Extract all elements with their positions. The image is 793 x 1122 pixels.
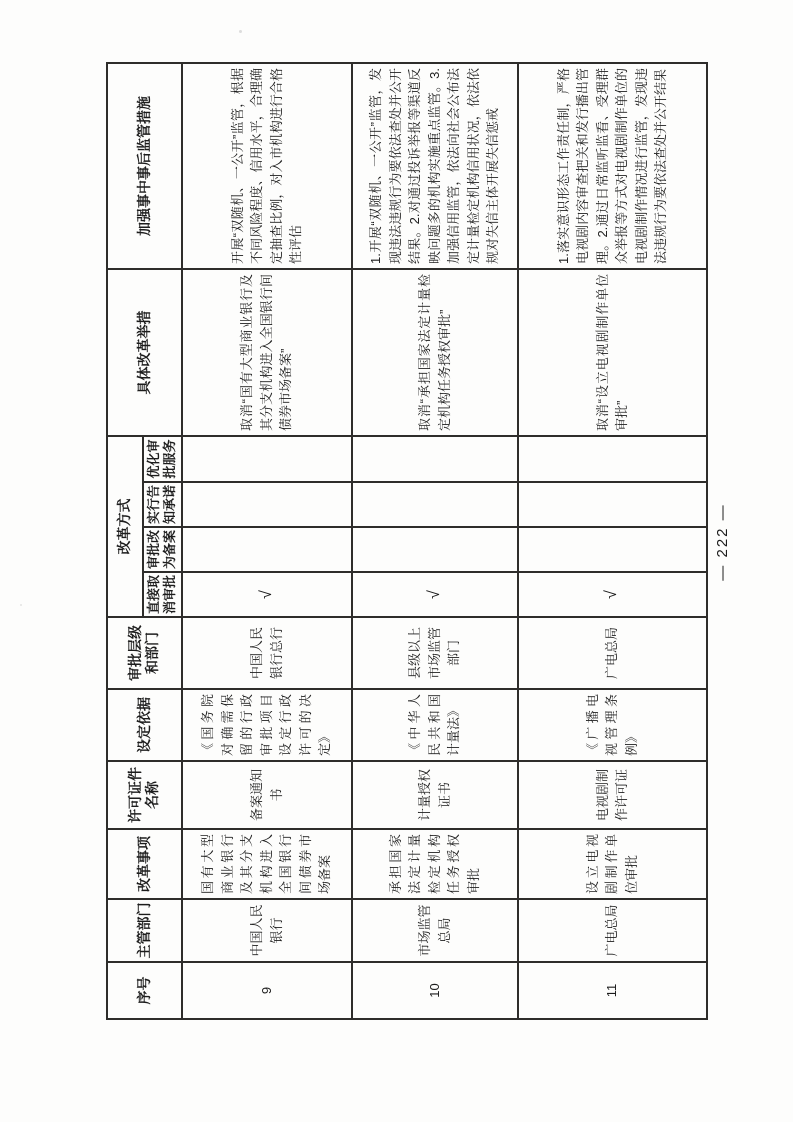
col-header-notification-commitment: 实行告知承诺 (143, 482, 182, 527)
cell-reform-item: 设立电视剧制作单位审批 (518, 829, 707, 899)
table-row (518, 63, 707, 1019)
col-header-reform-item: 改革事项 (107, 829, 182, 899)
cell-optimize-service (182, 436, 352, 482)
cell-dept: 中国人民银行 (182, 899, 352, 962)
col-header-reform-method: 改革方式 (107, 436, 143, 617)
cell-measures: 取消“设立电视剧制作单位审批” (518, 269, 707, 436)
cell-dept: 广电总局 (518, 899, 707, 962)
cell-supervision: 1.开展“双随机、一公开”监管，发现违法违规行为要依法查处并公开结果。2.对通过投诉举报等渠道反映问题多的机构实施重点监管。3.加强信用监管，依法向社会公布法定计量检定机构信用状况，依法依规对失信主体开展失信惩戒 (352, 63, 518, 269)
col-header-dept: 主管部门 (107, 899, 182, 962)
col-header-license-name: 许可证件名称 (107, 761, 182, 829)
header-row-main (107, 63, 143, 1019)
col-header-supervision: 加强事中事后监管措施 (107, 63, 182, 269)
cell-basis: 《广播电视管理条例》 (518, 689, 707, 761)
cell-to-filing (518, 527, 707, 572)
checkmark-cell: √ (518, 572, 707, 617)
cell-dept: 市场监管总局 (352, 899, 518, 962)
col-header-direct-cancel: 直接取消审批 (143, 572, 182, 617)
cell-index: 11 (518, 962, 707, 1019)
col-header-basis: 设定依据 (107, 689, 182, 761)
cell-to-filing (182, 527, 352, 572)
cell-license-name: 计量授权证书 (352, 761, 518, 829)
cell-index: 9 (182, 962, 352, 1019)
table-row (182, 63, 352, 1019)
cell-supervision: 开展“双随机、一公开”监管，根据不同风险程度、信用水平，合理确定抽查比例，对入市机构进行合格性评估 (182, 63, 352, 269)
cell-notification-commitment (352, 482, 518, 527)
cell-approval-level: 县级以上市场监管部门 (352, 617, 518, 689)
cell-reform-item: 国有大型商业银行及其分支机构进入全国银行间债券市场备案 (182, 829, 352, 899)
col-header-measures: 具体改革举措 (107, 269, 182, 436)
cell-approval-level: 广电总局 (518, 617, 707, 689)
cell-optimize-service (352, 436, 518, 482)
page-number: — 222 — (714, 503, 731, 581)
cell-measures: 取消“国有大型商业银行及其分支机构进入全国银行间债券市场备案” (182, 269, 352, 436)
cell-supervision: 1.落实意识形态工作责任制，严格电视剧内容审查把关和发行播出管理。2.通过日常监听监看、受理群众举报等方式对电视剧制作单位的电视剧制作情况进行监管，发现违法违规行为要依法查处并公开结果 (518, 63, 707, 269)
cell-index: 10 (352, 962, 518, 1019)
table-row (352, 63, 518, 1019)
col-header-optimize-service: 优化审批服务 (143, 436, 182, 482)
cell-optimize-service (518, 436, 707, 482)
col-header-index: 序号 (107, 962, 182, 1019)
cell-approval-level: 中国人民银行总行 (182, 617, 352, 689)
checkmark-cell: √ (182, 572, 352, 617)
reform-items-table (106, 62, 708, 1020)
checkmark-cell: √ (352, 572, 518, 617)
col-header-to-filing: 审批改为备案 (143, 527, 182, 572)
cell-to-filing (352, 527, 518, 572)
col-header-approval-level: 审批层级和部门 (107, 617, 182, 689)
cell-notification-commitment (182, 482, 352, 527)
cell-license-name: 电视剧制作许可证 (518, 761, 707, 829)
cell-reform-item: 承担国家法定计量检定机构任务授权审批 (352, 829, 518, 899)
cell-measures: 取消“承担国家法定计量检定机构任务授权审批” (352, 269, 518, 436)
cell-basis: 《中华人民共和国计量法》 (352, 689, 518, 761)
cell-notification-commitment (518, 482, 707, 527)
cell-license-name: 备案通知书 (182, 761, 352, 829)
cell-basis: 《国务院对确需保留的行政审批项目设定行政许可的决定》 (182, 689, 352, 761)
